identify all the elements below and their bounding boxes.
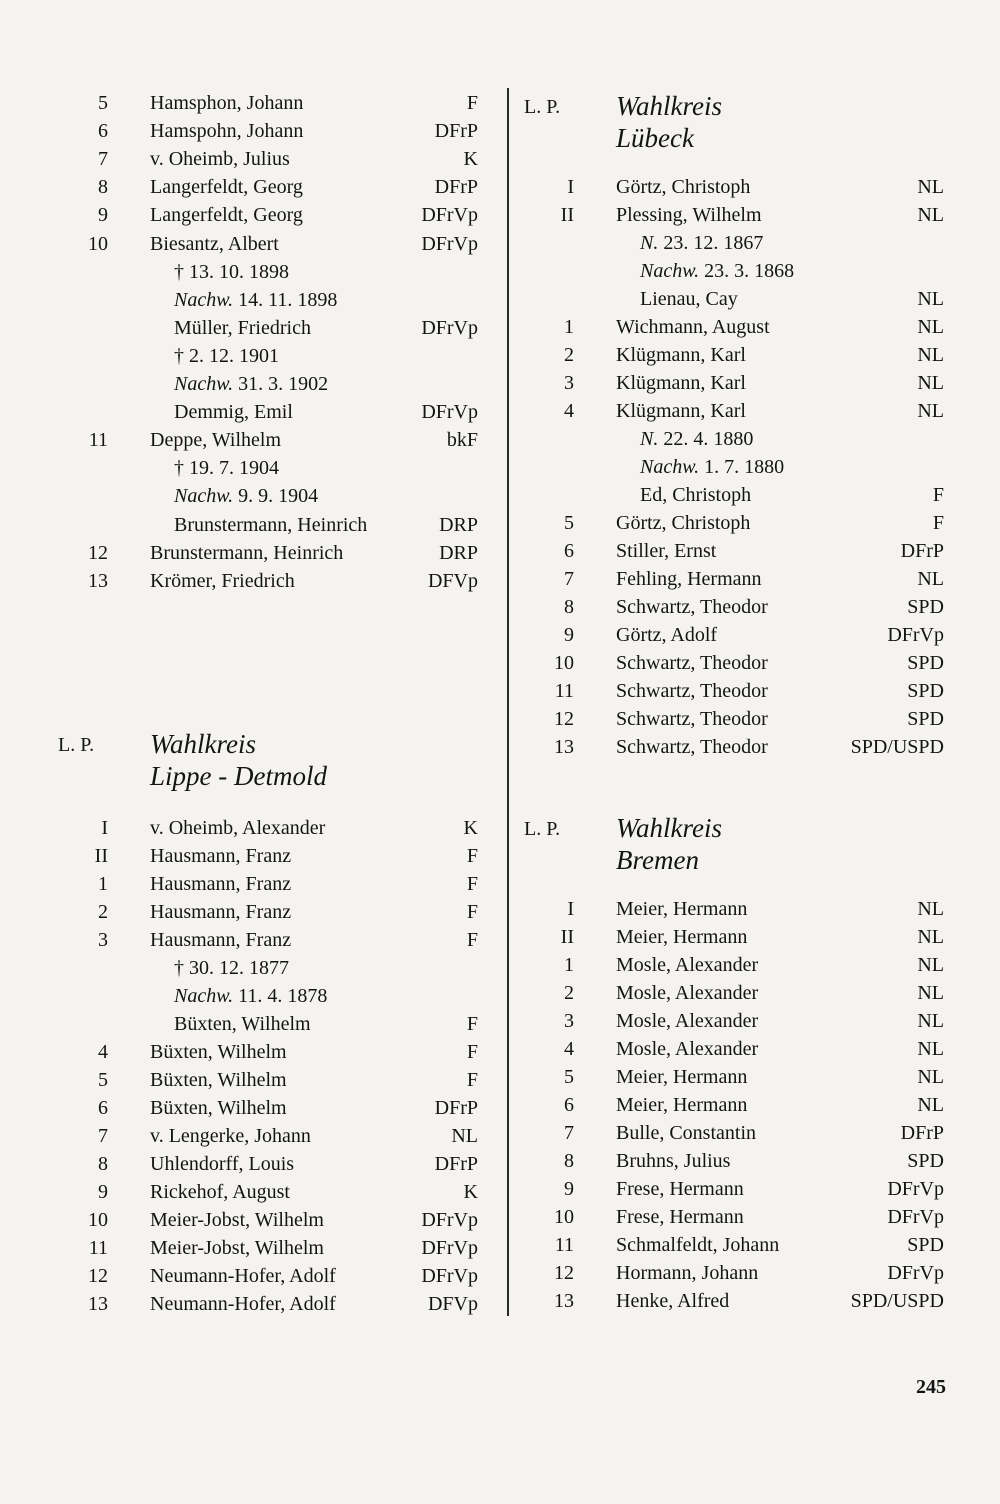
party-abbreviation: DFrVp bbox=[887, 1206, 944, 1228]
entry-row bbox=[58, 482, 478, 510]
party-abbreviation: DFrP bbox=[434, 176, 478, 199]
member-name: Frese, Hermann bbox=[616, 1178, 744, 1200]
party-abbreviation: F bbox=[466, 901, 478, 923]
legislative-period-number: 11 bbox=[554, 680, 574, 702]
member-name: Hamspohn, Johann bbox=[150, 120, 304, 143]
member-name: Stiller, Ernst bbox=[616, 540, 717, 562]
party-abbreviation: SPD bbox=[907, 596, 944, 618]
entry-row bbox=[58, 1178, 478, 1206]
legislative-period-number: 7 bbox=[564, 568, 574, 590]
member-name: Büxten, Wilhelm bbox=[150, 1041, 287, 1063]
entry-row bbox=[524, 593, 944, 621]
legislative-period-number: 9 bbox=[98, 204, 108, 227]
entry-row bbox=[58, 342, 478, 370]
party-abbreviation: NL bbox=[917, 982, 944, 1004]
member-name: Langerfeldt, Georg bbox=[150, 204, 303, 227]
entry-row bbox=[58, 286, 478, 314]
entry-row bbox=[524, 173, 944, 201]
entry-row bbox=[524, 565, 944, 593]
member-name: Hamsphon, Johann bbox=[150, 92, 304, 114]
entry-row bbox=[524, 951, 944, 979]
entry-row bbox=[524, 705, 944, 733]
entry-row bbox=[58, 1290, 478, 1318]
party-abbreviation: DFrVp bbox=[887, 624, 944, 646]
entry-row bbox=[58, 1094, 478, 1122]
legislative-period-number: 5 bbox=[98, 92, 108, 114]
entry-row bbox=[524, 1231, 944, 1259]
member-name: Neumann-Hofer, Adolf bbox=[150, 1265, 336, 1287]
entry-row bbox=[524, 979, 944, 1007]
legislative-period-number: 4 bbox=[564, 400, 574, 422]
entry-row bbox=[58, 398, 478, 426]
legislative-period-number: 6 bbox=[98, 1097, 108, 1119]
party-abbreviation: SPD bbox=[907, 1234, 944, 1256]
legislative-period-number: 13 bbox=[554, 736, 574, 758]
party-abbreviation: DFrP bbox=[434, 1097, 478, 1119]
member-name: Meier, Hermann bbox=[616, 926, 748, 948]
lp-label: L. P. bbox=[524, 818, 561, 840]
section-heading-line2: Lübeck bbox=[616, 123, 694, 153]
member-name: Schwartz, Theodor bbox=[616, 652, 768, 674]
party-abbreviation: bkF bbox=[446, 429, 478, 452]
party-abbreviation: DRP bbox=[439, 541, 478, 564]
member-name: Schwartz, Theodor bbox=[616, 736, 768, 758]
entry-row bbox=[58, 1262, 478, 1290]
entry-row bbox=[524, 895, 944, 923]
member-name: Uhlendorff, Louis bbox=[150, 1153, 295, 1175]
legislative-period-number: 5 bbox=[98, 1069, 108, 1091]
party-abbreviation: SPD bbox=[907, 652, 944, 674]
party-abbreviation: NL bbox=[917, 1066, 944, 1088]
section-heading-line2: Lippe - Detmold bbox=[150, 761, 327, 791]
party-abbreviation: NL bbox=[917, 400, 944, 422]
party-abbreviation: SPD bbox=[907, 1150, 944, 1172]
entry-row bbox=[58, 511, 478, 539]
member-name: Nachw. 31. 3. 1902 bbox=[174, 373, 329, 395]
legislative-period-number: 1 bbox=[98, 873, 108, 895]
entry-row bbox=[58, 258, 478, 286]
party-abbreviation: NL bbox=[917, 176, 944, 198]
member-name: Mosle, Alexander bbox=[616, 954, 759, 976]
party-abbreviation: NL bbox=[917, 372, 944, 394]
entry-row bbox=[524, 453, 944, 481]
entry-row bbox=[524, 341, 944, 369]
party-abbreviation: NL bbox=[917, 344, 944, 366]
legislative-period-number: 8 bbox=[98, 1153, 108, 1175]
entry-row bbox=[524, 425, 944, 453]
party-abbreviation: SPD bbox=[907, 680, 944, 702]
legislative-period-number: 7 bbox=[564, 1122, 574, 1144]
entry-row bbox=[524, 537, 944, 565]
entry-row bbox=[524, 481, 944, 509]
legislative-period-number: 9 bbox=[564, 624, 574, 646]
member-name: Ed, Christoph bbox=[640, 484, 752, 506]
member-name: Nachw. 1. 7. 1880 bbox=[640, 456, 785, 478]
entry-row bbox=[524, 1035, 944, 1063]
member-name: Görtz, Christoph bbox=[616, 176, 751, 198]
party-abbreviation: NL bbox=[917, 1038, 944, 1060]
party-abbreviation: K bbox=[463, 148, 478, 171]
member-name: Frese, Hermann bbox=[616, 1206, 744, 1228]
entry-row bbox=[58, 314, 478, 342]
party-abbreviation: NL bbox=[917, 568, 944, 590]
party-abbreviation: NL bbox=[917, 1094, 944, 1116]
member-name: Nachw. 14. 11. 1898 bbox=[174, 288, 338, 311]
member-name: v. Oheimb, Alexander bbox=[150, 817, 326, 839]
entry-row bbox=[58, 567, 478, 595]
legislative-period-number: 5 bbox=[564, 1066, 574, 1088]
legislative-period-number: II bbox=[94, 845, 108, 867]
party-abbreviation: F bbox=[466, 1013, 478, 1035]
member-name: Fehling, Hermann bbox=[616, 568, 762, 590]
entry-row bbox=[58, 1066, 478, 1094]
legislative-period-number: 3 bbox=[564, 372, 574, 394]
entry-row bbox=[58, 1150, 478, 1178]
entry-row bbox=[524, 229, 944, 257]
member-name: Wichmann, August bbox=[616, 316, 770, 338]
entry-row bbox=[524, 733, 944, 761]
section-heading-line1: Wahlkreis bbox=[616, 91, 722, 121]
member-name: N. 22. 4. 1880 bbox=[640, 428, 754, 450]
entry-row bbox=[58, 230, 478, 258]
party-abbreviation: DFrVp bbox=[421, 401, 478, 424]
legislative-period-number: 3 bbox=[564, 1010, 574, 1032]
member-name: Müller, Friedrich bbox=[174, 316, 311, 339]
entry-row bbox=[524, 369, 944, 397]
member-name: † 13. 10. 1898 bbox=[174, 260, 289, 283]
party-abbreviation: DFrVp bbox=[421, 1265, 478, 1287]
party-abbreviation: DFrP bbox=[434, 1153, 478, 1175]
party-abbreviation: NL bbox=[917, 316, 944, 338]
entry-row bbox=[58, 814, 478, 842]
legislative-period-number: I bbox=[567, 176, 574, 198]
member-name: Büxten, Wilhelm bbox=[174, 1013, 311, 1035]
party-abbreviation: DFrVp bbox=[421, 316, 478, 339]
lp-label: L. P. bbox=[524, 96, 561, 118]
legislative-period-number: 12 bbox=[88, 1265, 108, 1287]
party-abbreviation: SPD bbox=[907, 708, 944, 730]
party-abbreviation: K bbox=[463, 1181, 478, 1203]
member-name: Brunstermann, Heinrich bbox=[150, 541, 344, 564]
member-name: Büxten, Wilhelm bbox=[150, 1069, 287, 1091]
party-abbreviation: F bbox=[932, 484, 944, 506]
party-abbreviation: DFrP bbox=[900, 540, 944, 562]
entry-row bbox=[58, 1038, 478, 1066]
member-name: Demmig, Emil bbox=[174, 401, 293, 424]
entry-row bbox=[524, 257, 944, 285]
member-name: v. Lengerke, Johann bbox=[150, 1125, 311, 1147]
member-name: Brunstermann, Heinrich bbox=[174, 513, 368, 536]
legislative-period-number: 11 bbox=[88, 1237, 108, 1259]
entry-row bbox=[58, 454, 478, 482]
member-name: Schwartz, Theodor bbox=[616, 596, 768, 618]
party-abbreviation: NL bbox=[917, 1010, 944, 1032]
party-abbreviation: K bbox=[463, 817, 478, 839]
member-name: Meier, Hermann bbox=[616, 898, 748, 920]
entry-row bbox=[58, 145, 478, 173]
entry-row bbox=[58, 1122, 478, 1150]
party-abbreviation: SPD/USPD bbox=[850, 736, 944, 758]
entry-row bbox=[524, 285, 944, 313]
member-name: Neumann-Hofer, Adolf bbox=[150, 1293, 336, 1315]
page-number: 245 bbox=[916, 1376, 946, 1398]
legislative-period-number: 10 bbox=[554, 1206, 574, 1228]
entry-row bbox=[58, 954, 478, 982]
party-abbreviation: DFrVp bbox=[421, 232, 478, 255]
member-name: † 19. 7. 1904 bbox=[174, 457, 279, 480]
legislative-period-number: I bbox=[567, 898, 574, 920]
member-name: Meier-Jobst, Wilhelm bbox=[150, 1209, 324, 1231]
entry-row bbox=[58, 173, 478, 201]
member-name: Hormann, Johann bbox=[616, 1262, 759, 1284]
member-name: Klügmann, Karl bbox=[616, 400, 746, 422]
member-name: Görtz, Adolf bbox=[616, 624, 718, 646]
party-abbreviation: F bbox=[466, 92, 478, 114]
party-abbreviation: SPD/USPD bbox=[850, 1290, 944, 1312]
party-abbreviation: DFVp bbox=[427, 569, 478, 592]
party-abbreviation: DFrP bbox=[900, 1122, 944, 1144]
legislative-period-number: II bbox=[560, 204, 574, 226]
member-name: Bulle, Constantin bbox=[616, 1122, 756, 1144]
party-abbreviation: F bbox=[466, 1069, 478, 1091]
party-abbreviation: DFrVp bbox=[421, 1209, 478, 1231]
entry-row bbox=[524, 397, 944, 425]
entry-row bbox=[58, 1010, 478, 1038]
party-abbreviation: DFrVp bbox=[887, 1262, 944, 1284]
party-abbreviation: DRP bbox=[439, 513, 478, 536]
legislative-period-number: 10 bbox=[88, 232, 108, 255]
legislative-period-number: 6 bbox=[564, 1094, 574, 1116]
legislative-period-number: 9 bbox=[98, 1181, 108, 1203]
entry-row bbox=[524, 1259, 944, 1287]
party-abbreviation: NL bbox=[917, 926, 944, 948]
party-abbreviation: DFrVp bbox=[887, 1178, 944, 1200]
member-name: Klügmann, Karl bbox=[616, 372, 746, 394]
member-name: Meier, Hermann bbox=[616, 1094, 748, 1116]
member-name: Hausmann, Franz bbox=[150, 929, 292, 951]
member-name: Lienau, Cay bbox=[640, 288, 738, 310]
member-name: Mosle, Alexander bbox=[616, 1010, 759, 1032]
party-abbreviation: DFrVp bbox=[421, 204, 478, 227]
legislative-period-number: 1 bbox=[564, 316, 574, 338]
legislative-period-number: 1 bbox=[564, 954, 574, 976]
entry-row bbox=[524, 923, 944, 951]
legislative-period-number: 10 bbox=[88, 1209, 108, 1231]
member-name: Klügmann, Karl bbox=[616, 344, 746, 366]
legislative-period-number: 6 bbox=[564, 540, 574, 562]
legislative-period-number: 2 bbox=[564, 344, 574, 366]
entry-row bbox=[524, 1175, 944, 1203]
member-name: Langerfeldt, Georg bbox=[150, 176, 303, 199]
entry-row bbox=[58, 426, 478, 454]
entry-row bbox=[524, 677, 944, 705]
legislative-period-number: 11 bbox=[88, 429, 108, 452]
member-name: Schwartz, Theodor bbox=[616, 708, 768, 730]
member-name: Biesantz, Albert bbox=[150, 232, 279, 255]
party-abbreviation: DFVp bbox=[427, 1293, 478, 1315]
entry-row bbox=[58, 842, 478, 870]
legislative-period-number: 12 bbox=[88, 541, 108, 564]
entry-row bbox=[58, 201, 478, 229]
party-abbreviation: NL bbox=[917, 288, 944, 310]
member-name: Meier-Jobst, Wilhelm bbox=[150, 1237, 324, 1259]
member-name: Mosle, Alexander bbox=[616, 1038, 759, 1060]
section-heading-line2: Bremen bbox=[616, 845, 699, 875]
entry-row bbox=[58, 1206, 478, 1234]
entry-row bbox=[524, 1091, 944, 1119]
member-name: Mosle, Alexander bbox=[616, 982, 759, 1004]
entry-row bbox=[524, 1147, 944, 1175]
entry-row bbox=[524, 1287, 944, 1315]
member-name: Hausmann, Franz bbox=[150, 873, 292, 895]
member-name: Nachw. 11. 4. 1878 bbox=[174, 985, 328, 1007]
entry-row bbox=[58, 898, 478, 926]
member-name: Deppe, Wilhelm bbox=[150, 429, 282, 452]
member-name: N. 23. 12. 1867 bbox=[640, 232, 764, 254]
entry-row bbox=[524, 1119, 944, 1147]
entry-row bbox=[58, 539, 478, 567]
member-name: Bruhns, Julius bbox=[616, 1150, 731, 1172]
member-name: Schwartz, Theodor bbox=[616, 680, 768, 702]
member-name: † 2. 12. 1901 bbox=[174, 344, 279, 367]
party-abbreviation: F bbox=[466, 873, 478, 895]
member-name: Nachw. 23. 3. 1868 bbox=[640, 260, 795, 282]
legislative-period-number: 7 bbox=[98, 1125, 108, 1147]
party-abbreviation: F bbox=[466, 1041, 478, 1063]
member-name: Hausmann, Franz bbox=[150, 901, 292, 923]
legislative-period-number: 9 bbox=[564, 1178, 574, 1200]
legislative-period-number: 13 bbox=[554, 1290, 574, 1312]
legislative-period-number: 5 bbox=[564, 512, 574, 534]
entry-row bbox=[58, 982, 478, 1010]
member-name: Krömer, Friedrich bbox=[150, 569, 295, 592]
legislative-period-number: 2 bbox=[98, 901, 108, 923]
legislative-period-number: 3 bbox=[98, 929, 108, 951]
legislative-period-number: 13 bbox=[88, 1293, 108, 1315]
section-heading-line1: Wahlkreis bbox=[616, 813, 722, 843]
party-abbreviation: NL bbox=[917, 898, 944, 920]
legislative-period-number: 8 bbox=[98, 176, 108, 199]
party-abbreviation: F bbox=[466, 929, 478, 951]
entry-row bbox=[524, 509, 944, 537]
entry-row bbox=[524, 649, 944, 677]
entry-row bbox=[58, 370, 478, 398]
entry-row bbox=[524, 201, 944, 229]
entry-row bbox=[58, 117, 478, 145]
party-abbreviation: NL bbox=[917, 954, 944, 976]
legislative-period-number: II bbox=[560, 926, 574, 948]
section-heading-line1: Wahlkreis bbox=[150, 729, 256, 759]
member-name: Meier, Hermann bbox=[616, 1066, 748, 1088]
entry-row bbox=[58, 89, 478, 117]
party-abbreviation: DFrVp bbox=[421, 1237, 478, 1259]
entry-row bbox=[524, 621, 944, 649]
legislative-period-number: 12 bbox=[554, 708, 574, 730]
legislative-period-number: 2 bbox=[564, 982, 574, 1004]
legislative-period-number: 4 bbox=[564, 1038, 574, 1060]
lp-label: L. P. bbox=[58, 734, 95, 756]
legislative-period-number: 11 bbox=[554, 1234, 574, 1256]
legislative-period-number: 8 bbox=[564, 596, 574, 618]
party-abbreviation: F bbox=[932, 512, 944, 534]
entry-row bbox=[58, 1234, 478, 1262]
legislative-period-number: 7 bbox=[98, 148, 108, 171]
entry-row bbox=[58, 870, 478, 898]
member-name: v. Oheimb, Julius bbox=[150, 148, 290, 171]
entry-row bbox=[524, 1007, 944, 1035]
member-name: Plessing, Wilhelm bbox=[616, 204, 762, 226]
member-name: Schmalfeldt, Johann bbox=[616, 1234, 780, 1256]
legislative-period-number: 4 bbox=[98, 1041, 108, 1063]
member-name: Rickehof, August bbox=[150, 1181, 290, 1203]
member-name: Nachw. 9. 9. 1904 bbox=[174, 485, 319, 508]
member-name: Hausmann, Franz bbox=[150, 845, 292, 867]
entry-row bbox=[524, 1203, 944, 1231]
legislative-period-number: 8 bbox=[564, 1150, 574, 1172]
party-abbreviation: NL bbox=[451, 1125, 478, 1147]
entry-row bbox=[58, 926, 478, 954]
party-abbreviation: NL bbox=[917, 204, 944, 226]
member-name: Büxten, Wilhelm bbox=[150, 1097, 287, 1119]
member-name: Görtz, Christoph bbox=[616, 512, 751, 534]
legislative-period-number: 12 bbox=[554, 1262, 574, 1284]
member-name: Henke, Alfred bbox=[616, 1290, 730, 1312]
party-abbreviation: DFrP bbox=[434, 120, 478, 143]
entry-row bbox=[524, 313, 944, 341]
member-name: † 30. 12. 1877 bbox=[174, 957, 289, 979]
entry-row bbox=[524, 1063, 944, 1091]
party-abbreviation: F bbox=[466, 845, 478, 867]
column-divider bbox=[507, 88, 509, 1316]
legislative-period-number: 10 bbox=[554, 652, 574, 674]
legislative-period-number: 6 bbox=[98, 120, 108, 143]
legislative-period-number: I bbox=[101, 817, 108, 839]
legislative-period-number: 13 bbox=[88, 569, 108, 592]
